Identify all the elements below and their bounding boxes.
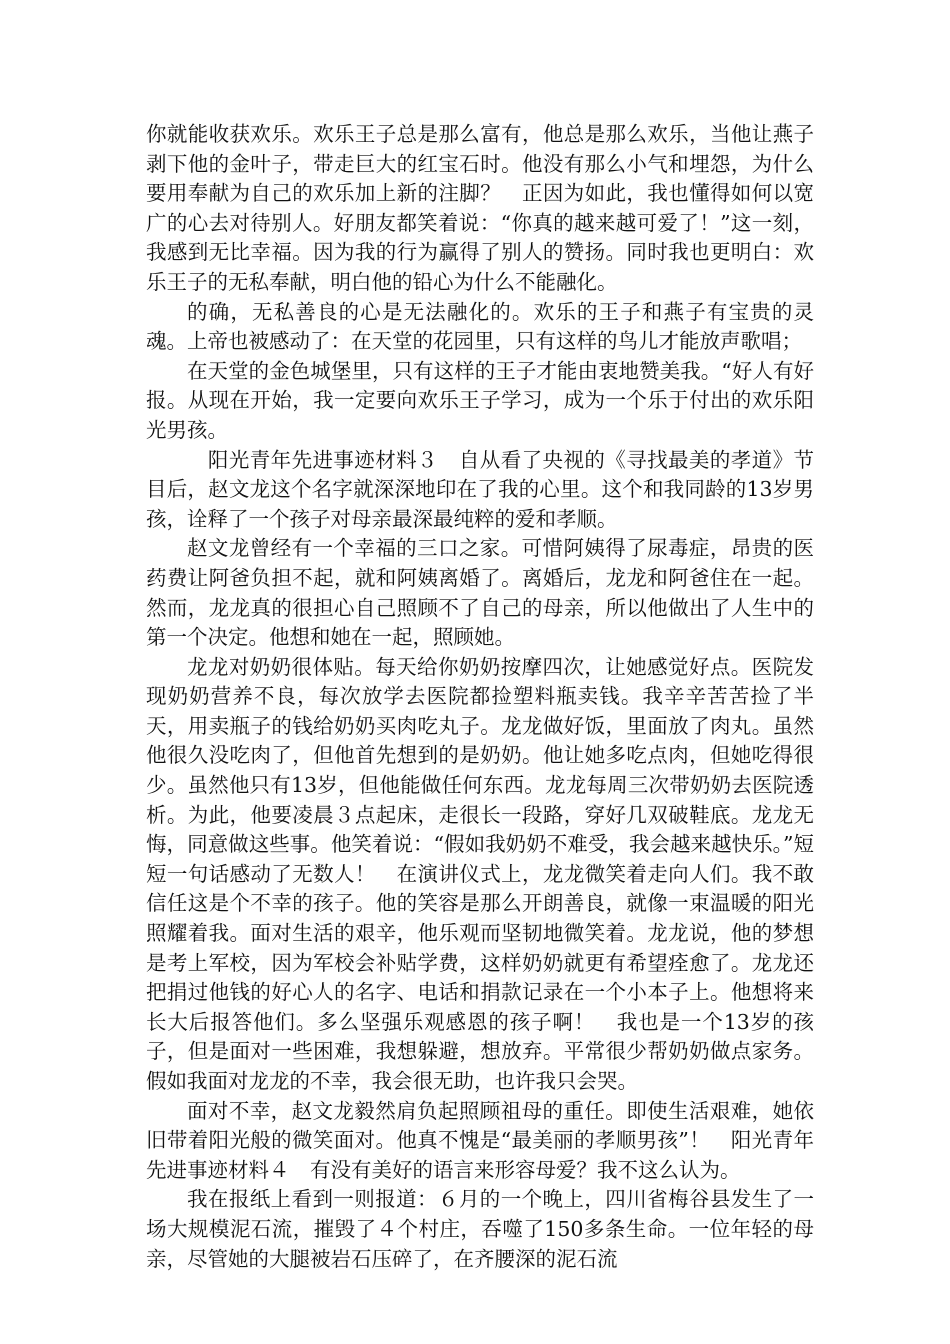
paragraph: 赵文龙曾经有一个幸福的三口之家。可惜阿姨得了尿毒症，昂贵的医药费让阿爸负担不起，就和阿姨离婚了。离婚后，龙龙和阿爸住在一起。然而，龙龙真的很担心自己照顾不了自己的母亲，所以他做出了人生中的第一个决定。他想和她在一起，照顾她。 xyxy=(146,536,814,650)
document-body xyxy=(146,120,814,1274)
paragraph: 面对不幸，赵文龙毅然肩负起照顾祖母的重任。即使生活艰难，她依旧带着阳光般的微笑面对。他真不愧是“最美丽的孝顺男孩”！ 阳光青年先进事迹材料４ 有没有美好的语言来形容母爱？我不这么认为。 xyxy=(146,1098,814,1182)
paragraph: 在天堂的金色城堡里，只有这样的王子才能由衷地赞美我。“好人有好报。从现在开始，我一定要向欢乐王子学习，成为一个乐于付出的欢乐阳光男孩。 xyxy=(146,358,814,442)
paragraph: 的确，无私善良的心是无法融化的。欢乐的王子和燕子有宝贵的灵魂。上帝也被感动了：在天堂的花园里，只有这样的鸟儿才能放声歌唱； xyxy=(146,299,814,354)
paragraph: 阳光青年先进事迹材料３ 自从看了央视的《寻找最美的孝道》节目后，赵文龙这个名字就深深地印在了我的心里。这个和我同龄的13岁男孩，诠释了一个孩子对母亲最深最纯粹的爱和孝顺。 xyxy=(146,447,814,531)
paragraph: 你就能收获欢乐。欢乐王子总是那么富有，他总是那么欢乐，当他让燕子剥下他的金叶子，带走巨大的红宝石时。他没有那么小气和埋怨，为什么要用奉献为自己的欢乐加上新的注脚？ 正因为如此，我也懂得如何以宽广的心去对待别人。好朋友都笑着说：“你真的越来越可爱了！”这一刻，我感到无比幸福。因为我的行为赢得了别人的赞扬。同时我也更明白：欢乐王子的无私奉献，明白他的铅心为什么不能融化。 xyxy=(146,122,814,294)
paragraph: 我在报纸上看到一则报道：６月的一个晚上，四川省梅谷县发生了一场大规模泥石流，摧毁了４个村庄，吞噬了150多条生命。一位年轻的母亲，尽管她的大腿被岩石压碎了，在齐腰深的泥石流 xyxy=(146,1187,814,1271)
paragraph: 龙龙对奶奶很体贴。每天给你奶奶按摩四次，让她感觉好点。医院发现奶奶营养不良，每次放学去医院都捡塑料瓶卖钱。我辛辛苦苦捡了半天，用卖瓶子的钱给奶奶买肉吃丸子。龙龙做好饭，里面放了肉丸。虽然他很久没吃肉了，但他首先想到的是奶奶。他让她多吃点肉，但她吃得很少。虽然他只有13岁，但他能做任何东西。龙龙每周三次带奶奶去医院透析。为此，他要凌晨３点起床，走很长一段路，穿好几双破鞋底。龙龙无悔，同意做这些事。他笑着说：“假如我奶奶不难受，我会越来越快乐。”短短一句话感动了无数人！ 在演讲仪式上，龙龙微笑着走向人们。我不敢信任这是个不幸的孩子。他的笑容是那么开朗善良，就像一束温暖的阳光照耀着我。面对生活的艰辛，他乐观而坚韧地微笑着。龙龙说，他的梦想是考上军校，因为军校会补贴学费，这样奶奶就更有希望痊愈了。龙龙还把捐过他钱的好心人的名字、电话和捐款记录在一个小本子上。他想将来长大后报答他们。多么坚强乐观感恩的孩子啊！ 我也是一个13岁的孩子，但是面对一些困难，我想躲避，想放弃。平常很少帮奶奶做点家务。假如我面对龙龙的不幸，我会很无助，也许我只会哭。 xyxy=(146,654,814,1093)
